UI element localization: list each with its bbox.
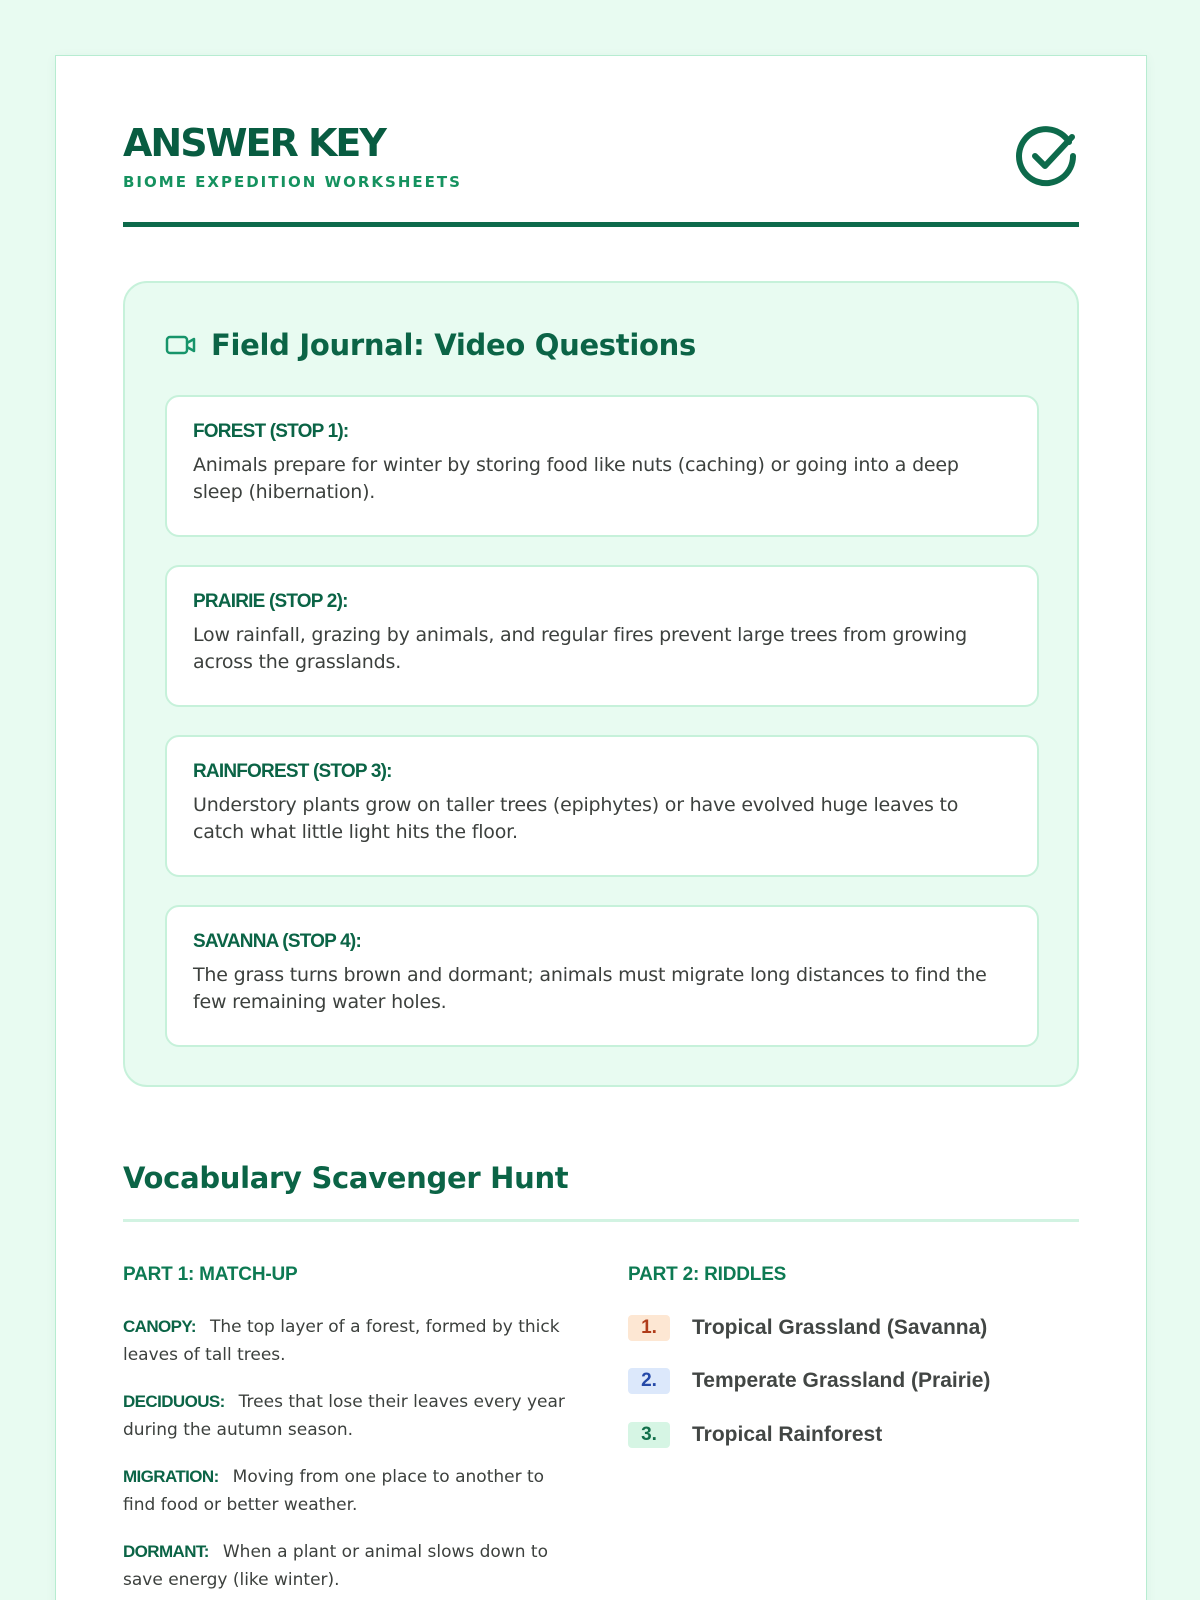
answer-label: SAVANNA (STOP 4): bbox=[193, 931, 361, 952]
vocab-definition: Moving from one place to another to find food or better weather. bbox=[123, 1467, 545, 1515]
part2-title: PART 2: RIDDLES bbox=[628, 1264, 787, 1285]
field-journal-title: Field Journal: Video Questions bbox=[211, 328, 696, 362]
vocab-definition: When a plant or animal slows down to save energy (like winter). bbox=[123, 1542, 548, 1590]
answer-text: Animals prepare for winter by storing food like nuts (caching) or going into a deep sleep (hibernation). bbox=[193, 454, 959, 503]
check-circle-icon bbox=[1015, 124, 1079, 188]
vocab-term: CANOPY: bbox=[123, 1317, 196, 1336]
answer-box-rainforest bbox=[165, 735, 1039, 877]
part1-title: PART 1: MATCH-UP bbox=[123, 1264, 298, 1285]
section-divider bbox=[123, 1219, 1079, 1222]
header bbox=[123, 119, 1079, 227]
vocab-item-deciduous bbox=[123, 1388, 578, 1444]
answer-box-savanna bbox=[165, 905, 1039, 1047]
riddle-number: 2. bbox=[628, 1368, 670, 1394]
riddle-number: 3. bbox=[628, 1422, 670, 1448]
answer-label: PRAIRIE (STOP 2): bbox=[193, 591, 348, 612]
riddle-answer-text: Temperate Grassland (Prairie) bbox=[692, 1369, 991, 1392]
worksheet-page bbox=[55, 55, 1147, 1600]
answer-box-forest bbox=[165, 395, 1039, 537]
vocab-definition: The top layer of a forest, formed by thick leaves of tall trees. bbox=[123, 1317, 560, 1365]
riddle-number: 1. bbox=[628, 1315, 670, 1341]
vocab-definition: Trees that lose their leaves every year during the autumn season. bbox=[123, 1392, 565, 1440]
vocab-item-migration bbox=[123, 1463, 578, 1519]
riddle-answer-2 bbox=[628, 1366, 990, 1396]
riddle-answer-text: Tropical Rainforest bbox=[692, 1423, 883, 1446]
vocab-item-dormant bbox=[123, 1538, 578, 1594]
vocabulary-title: Vocabulary Scavenger Hunt bbox=[123, 1161, 569, 1195]
vocab-term: DECIDUOUS: bbox=[123, 1392, 225, 1411]
page-title: ANSWER KEY bbox=[123, 121, 385, 165]
field-journal-heading bbox=[165, 325, 696, 365]
page-subtitle: BIOME EXPEDITION WORKSHEETS bbox=[123, 173, 462, 191]
vocab-term: DORMANT: bbox=[123, 1542, 209, 1561]
vocab-term: MIGRATION: bbox=[123, 1467, 219, 1486]
answer-text: Understory plants grow on taller trees (epiphytes) or have evolved huge leaves to catch what little light hits the floor. bbox=[193, 794, 959, 843]
video-camera-icon bbox=[165, 333, 197, 357]
field-journal-card bbox=[123, 281, 1079, 1087]
vocab-item-canopy bbox=[123, 1313, 578, 1369]
answer-box-prairie bbox=[165, 565, 1039, 707]
riddle-answer-text: Tropical Grassland (Savanna) bbox=[692, 1316, 988, 1339]
answer-text: Low rainfall, grazing by animals, and regular fires prevent large trees from growing across the grasslands. bbox=[193, 624, 967, 673]
answer-label: FOREST (STOP 1): bbox=[193, 421, 349, 442]
answer-text: The grass turns brown and dormant; animals must migrate long distances to find the few remaining water holes. bbox=[193, 964, 987, 1013]
riddle-answer-3 bbox=[628, 1420, 882, 1450]
riddle-answer-1 bbox=[628, 1313, 987, 1343]
answer-label: RAINFOREST (STOP 3): bbox=[193, 761, 392, 782]
